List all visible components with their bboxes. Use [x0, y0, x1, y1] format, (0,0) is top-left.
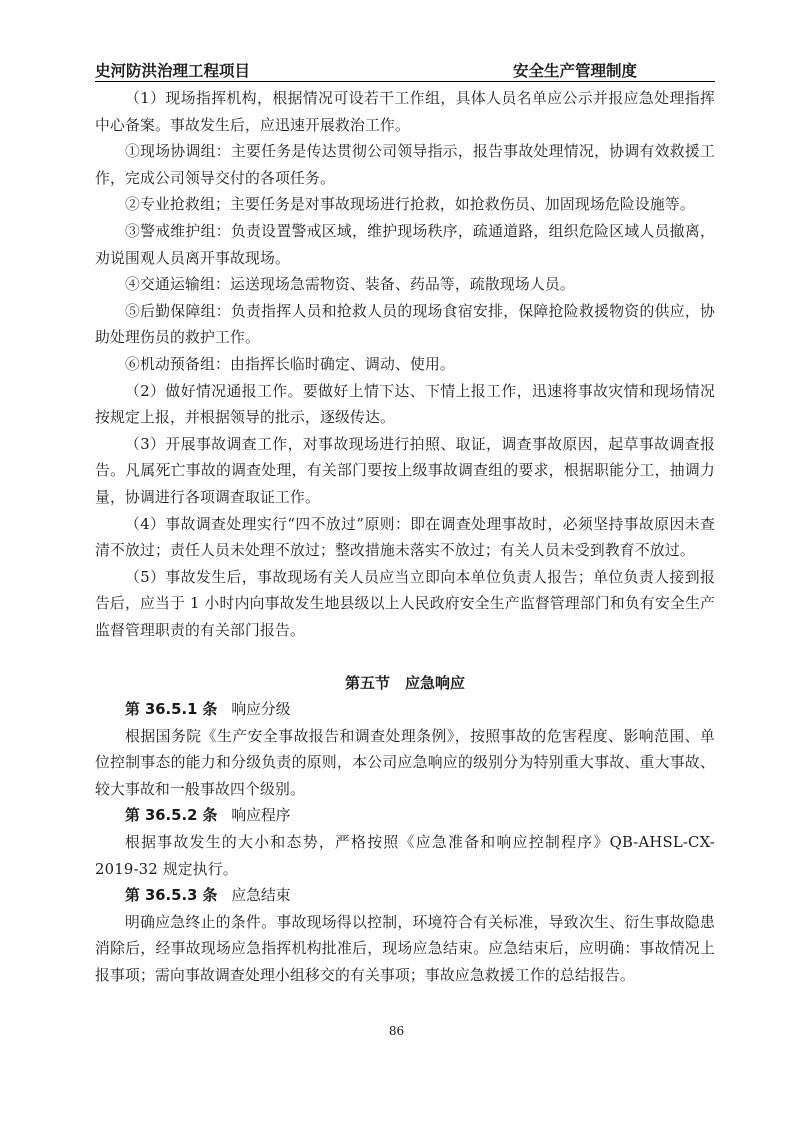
- section-spacer: [95, 644, 715, 670]
- paragraph: ②专业抢救组；主要任务是对事故现场进行抢救，如抢救伤员、加固现场危险设施等。: [125, 196, 695, 214]
- project-name: 史河防洪治理工程项目: [95, 62, 251, 80]
- paragraph: ④交通运输组：运送现场急需物资、装备、药品等，疏散现场人员。: [125, 276, 575, 294]
- article-text: 明确应急终止的条件。事故现场得以控制，环境符合有关标准，导致次生、衍生事故隐患消除后，经事故现场应急指挥机构批准后，现场应急结束。应急结束后，应明确：事故情况上报事项；需向事故调查处理小组移交的有关事项；事故应急救援工作的总结报告。: [95, 913, 715, 984]
- article-heading: [95, 697, 715, 724]
- page-body: [95, 86, 715, 990]
- article-name: 应急结束: [231, 887, 291, 905]
- paragraph: （1）现场指挥机构，根据情况可设若干工作组，具体人员名单应公示并报应急处理指挥中心备案。事故发生后，应迅速开展救治工作。: [95, 90, 715, 134]
- paragraph: ①现场协调组：主要任务是传达贯彻公司领导指示，报告事故处理情况，协调有效救援工作，完成公司领导交付的各项任务。: [95, 143, 715, 187]
- paragraph: （2）做好情况通报工作。要做好上情下达、下情上报工作，迅速将事故灾情和现场情况按规定上报，并根据领导的批示，逐级传达。: [95, 382, 715, 427]
- article-text: 根据事故发生的大小和态势，严格按照《应急准备和响应控制程序》QB-AHSL-CX-2019-32 规定执行。: [95, 834, 715, 878]
- header-rule: [95, 81, 715, 82]
- article-heading: [95, 803, 715, 830]
- article-name: 响应分级: [231, 701, 291, 719]
- paragraph: （4）事故调查处理实行“四不放过”原则：即在调查处理事故时，必须坚持事故原因未查清不放过；责任人员未处理不放过；整改措施未落实不放过；有关人员未受到教育不放过。: [95, 515, 715, 560]
- document-title: 安全生产管理制度: [513, 62, 638, 80]
- paragraph: ⑥机动预备组：由指挥长临时确定、调动、使用。: [125, 355, 455, 373]
- page-header: [95, 59, 715, 81]
- paragraph: ⑤后勤保障组：负责指挥人员和抢救人员的现场食宿安排，保障抢险救援物资的供应，协助处理伤员的救护工作。: [95, 302, 715, 347]
- article-text: 根据国务院《生产安全事故报告和调查处理条例》，按照事故的危害程度、影响范围、单位控制事态的能力和分级负责的原则，本公司应急响应的级别分为特别重大事故、重大事故、较大事故和一般事故四个级别。: [95, 727, 715, 798]
- paragraph: （5）事故发生后，事故现场有关人员应当立即向本单位负责人报告；单位负责人接到报告后，应当于 1 小时内向事故发生地县级以上人民政府安全生产监督管理部门和负有安全生产监督管理职责的有关部门报告。: [95, 568, 715, 639]
- paragraph: ③警戒维护组：负责设置警戒区域，维护现场秩序，疏通道路，组织危险区域人员撤离，劝说围观人员离开事故现场。: [95, 222, 715, 267]
- article-name: 响应程序: [231, 807, 291, 825]
- article-number: 第 36.5.1 条: [125, 701, 218, 719]
- page-number: 86: [388, 1024, 405, 1038]
- article-number: 第 36.5.2 条: [125, 807, 218, 825]
- article-heading: [95, 883, 715, 910]
- section-title: 第五节 应急响应: [344, 674, 465, 693]
- paragraph: （3）开展事故调查工作，对事故现场进行拍照、取证，调查事故原因，起草事故调查报告。凡属死亡事故的调查处理，有关部门要按上级事故调查组的要求，根据职能分工，抽调力量，协调进行各项调查取证工作。: [95, 435, 715, 506]
- article-number: 第 36.5.3 条: [125, 887, 218, 905]
